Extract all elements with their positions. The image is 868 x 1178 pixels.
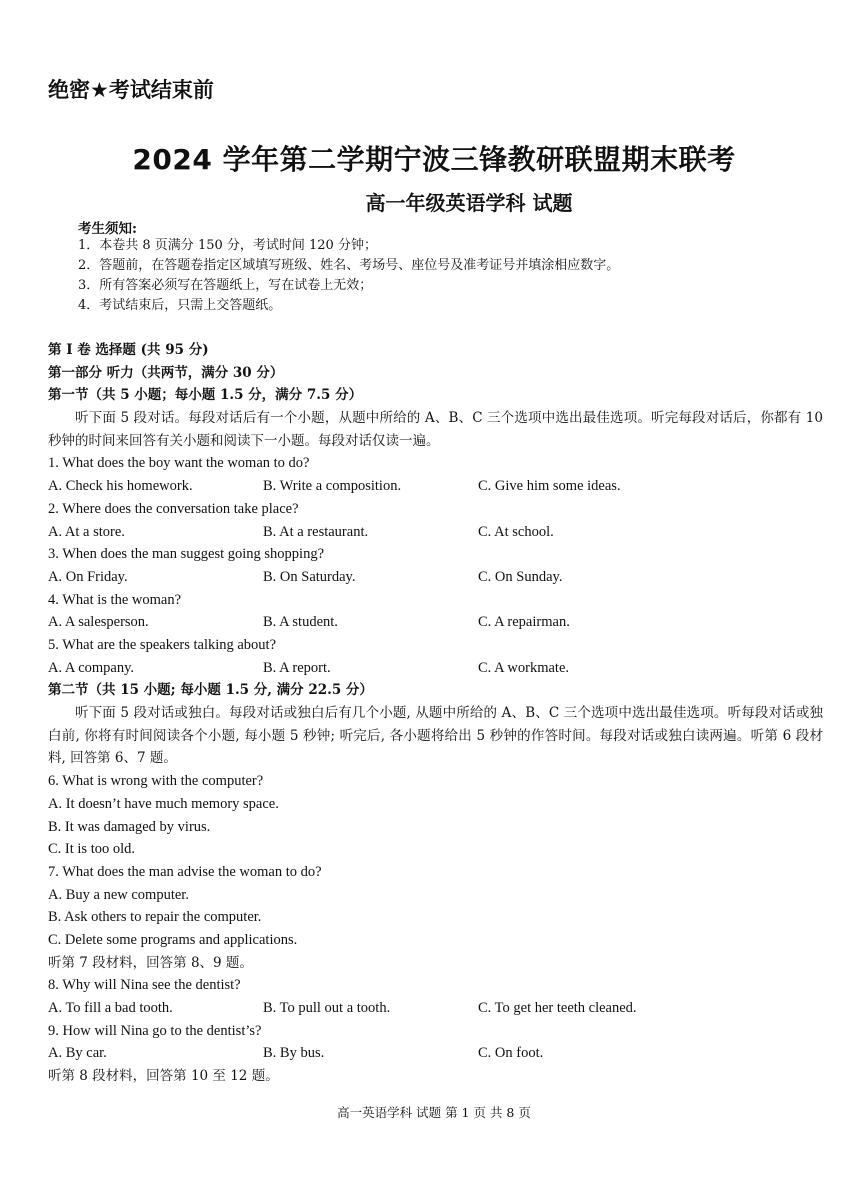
options-1: [48, 475, 823, 498]
option-a: A. By car.: [48, 1045, 107, 1062]
options-2: [48, 521, 823, 544]
question-7: 7. What does the man advise the woman to do?: [48, 863, 322, 880]
options-5: [48, 657, 823, 680]
question-3: 3. When does the man suggest going shopping?: [48, 546, 325, 563]
option-a: A. To fill a bad tooth.: [48, 1000, 173, 1017]
exam-subtitle: 高一年级英语学科 试题: [365, 191, 573, 215]
section1-heading: 第一节（共 5 小题；每小题 1.5 分，满分 7.5 分）: [48, 387, 363, 404]
option-c: C. A repairman.: [478, 614, 570, 631]
option-a: A. Buy a new computer.: [48, 886, 189, 903]
option-a: A. It doesn’t have much memory space.: [48, 795, 279, 812]
exam-body: [48, 339, 823, 1088]
option-b: B. To pull out a tooth.: [263, 1000, 391, 1017]
option-a: A. On Friday.: [48, 568, 128, 585]
option-a: A. A salesperson.: [48, 614, 149, 631]
options-9: [48, 1042, 823, 1065]
option-b: B. At a restaurant.: [263, 523, 369, 540]
section2-instructions: 听下面 5 段对话或独白。每段对话或独白后有几个小题, 从题中所给的 A、B、C 三个选项中选出最佳选项。听每段对话或独白前, 你将有时间阅读各个小题, 每小题 5 秒钟; 听完后, 各小题将给出 5 秒钟的作答时间。每段对话或独白读两遍。听第 6 段材料, 回答第 6、7 题。: [48, 705, 823, 767]
notice-list: [78, 236, 619, 316]
options-3: [48, 566, 823, 589]
option-c: C. To get her teeth cleaned.: [478, 1000, 637, 1017]
section1-instructions: 听下面 5 段对话。每段对话后有一个小题，从题中所给的 A、B、C 三个选项中选出最佳选项。听完每段对话后，你都有 10 秒钟的时间来回答有关小题和阅读下一小题。每段对话仅读一遍。: [48, 410, 823, 449]
question-5: 5. What are the speakers talking about?: [48, 636, 277, 653]
question-8: 8. Why will Nina see the dentist?: [48, 977, 241, 994]
notice-item: 2．答题前，在答题卷指定区域填写班级、姓名、考场号、座位号及准考证号并填涂相应数字。: [78, 258, 620, 273]
notice-heading: 考生须知:: [78, 221, 137, 237]
options-8: [48, 997, 823, 1020]
question-6: 6. What is wrong with the computer?: [48, 773, 264, 790]
option-b: B. Write a composition.: [263, 478, 402, 495]
question-9: 9. How will Nina go to the dentist’s?: [48, 1022, 262, 1039]
material-8-note: 听第 8 段材料，回答第 10 至 12 题。: [48, 1068, 279, 1085]
options-4: [48, 611, 823, 634]
option-c: C. At school.: [478, 523, 554, 540]
option-c: C. Delete some programs and applications.: [48, 931, 298, 948]
option-b: B. A report.: [263, 659, 331, 676]
notice-item: 4．考试结束后，只需上交答题纸。: [78, 298, 282, 313]
question-4: 4. What is the woman?: [48, 591, 182, 608]
volume-heading: 第 I 卷 选择题 (共 95 分): [48, 342, 209, 358]
option-a: A. Check his homework.: [48, 478, 193, 495]
section2-heading: 第二节（共 15 小题; 每小题 1.5 分, 满分 22.5 分）: [48, 682, 373, 699]
option-a: A. A company.: [48, 659, 135, 676]
notice-item: 1．本卷共 8 页满分 150 分，考试时间 120 分钟；: [78, 238, 377, 253]
part1-heading: 第一部分 听力（共两节，满分 30 分）: [48, 364, 284, 381]
exam-title: 2024 学年第二学期宁波三锋教研联盟期末联考: [132, 143, 736, 176]
option-b: B. A student.: [263, 614, 338, 631]
page-footer: 高一英语学科 试题 第 1 页 共 8 页: [337, 1105, 531, 1120]
option-c: C. Give him some ideas.: [478, 478, 621, 495]
option-c: C. A workmate.: [478, 659, 570, 676]
notice-item: 3．所有答案必须写在答题纸上，写在试卷上无效；: [78, 278, 373, 293]
option-b: B. It was damaged by virus.: [48, 818, 211, 835]
option-b: B. Ask others to repair the computer.: [48, 909, 262, 926]
option-a: A. At a store.: [48, 523, 125, 540]
option-b: B. On Saturday.: [263, 568, 356, 585]
option-c: C. On Sunday.: [478, 568, 563, 585]
option-c: C. On foot.: [478, 1045, 544, 1062]
material-7-note: 听第 7 段材料，回答第 8、9 题。: [48, 954, 253, 971]
question-1: 1. What does the boy want the woman to do?: [48, 455, 310, 472]
option-c: C. It is too old.: [48, 841, 136, 858]
confidential-label: 绝密★考试结束前: [48, 78, 214, 102]
option-b: B. By bus.: [263, 1045, 325, 1062]
question-2: 2. Where does the conversation take place?: [48, 500, 299, 517]
